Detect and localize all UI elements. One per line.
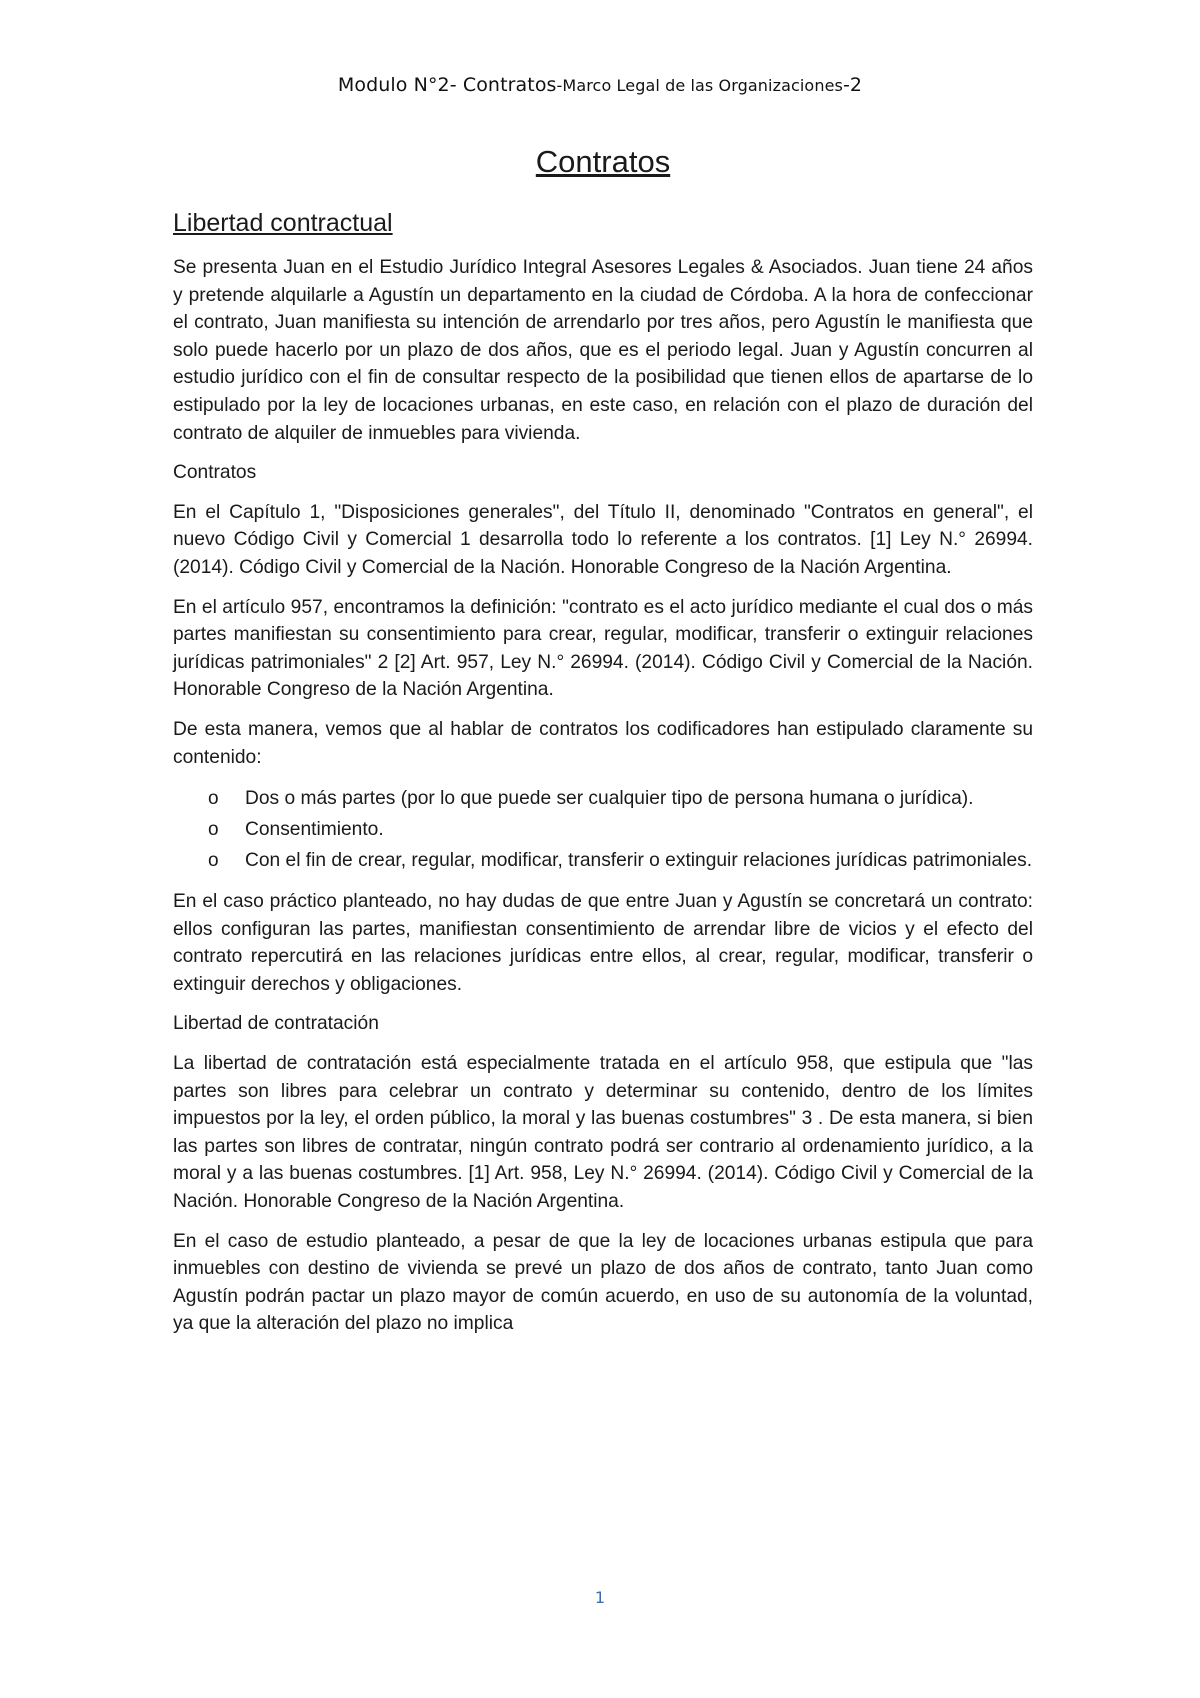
- list-item-text: Con el fin de crear, regular, modificar, transferir o extinguir relaciones jurídicas patrimoniales.: [245, 850, 1033, 872]
- subheading-contratos: Contratos: [173, 462, 257, 484]
- list-item: [208, 814, 1033, 845]
- header-num: -2: [842, 74, 863, 96]
- header-sub: -Marco Legal de las Organizaciones: [556, 76, 843, 95]
- page-number: 1: [594, 1588, 606, 1607]
- bullet-circle-icon: o: [208, 850, 219, 872]
- paragraph-contenido: De esta manera, vemos que al hablar de contratos los codificadores han estipulado claramente su contenido:: [173, 718, 1033, 768]
- section-title: Libertad contractual: [173, 209, 393, 237]
- running-header: [0, 74, 1200, 96]
- list-item: [208, 783, 1033, 814]
- paragraph-articulo-958: La libertad de contratación está especialmente tratada en el artículo 958, que estipula que "las partes son libres para celebrar un contrato y determinar su contenido, dentro de los límites impuestos por la ley, el orden público, la moral y las buenas costumbres" 3 . De esta manera, si bien las partes son libres de contratar, ningún contrato podrá ser contrario al ordenamiento jurídico, a la moral y a las buenas costumbres. [1] Art. 958, Ley N.° 26994. (2014). Código Civil y Comercial de la Nación. Honorable Congreso de la Nación Argentina.: [173, 1053, 1033, 1213]
- header-main: Modulo N°2- Contratos: [337, 74, 557, 96]
- document-body: [173, 140, 1033, 1350]
- paragraph-caso-practico: En el caso práctico planteado, no hay dudas de que entre Juan y Agustín se concretará un contrato: ellos configuran las partes, manifiestan consentimiento de arrendar libre de vicios y el efecto del contrato repercutirá en las relaciones jurídicas entre ellos, al crear, regular, modificar, transferir o extinguir derechos y obligaciones.: [173, 891, 1033, 995]
- list-item: [208, 845, 1033, 876]
- page-title: Contratos: [535, 144, 671, 179]
- paragraph-articulo-957: En el artículo 957, encontramos la definición: "contrato es el acto jurídico mediante el cual dos o más partes manifiestan su consentimiento para crear, regular, modificar, transferir o extinguir relaciones jurídicas patrimoniales" 2 [2] Art. 957, Ley N.° 26994. (2014). Código Civil y Comercial de la Nación. Honorable Congreso de la Nación Argentina.: [173, 596, 1033, 701]
- paragraph-caso-estudio: En el caso de estudio planteado, a pesar de que la ley de locaciones urbanas estipula que para inmuebles con destino de vivienda se prevé un plazo de dos años de contrato, tanto Juan como Agustín podrán pactar un plazo mayor de común acuerdo, en uso de su autonomía de la voluntad, ya que la alteración del plazo no implica: [173, 1230, 1033, 1335]
- list-item-text: Consentimiento.: [245, 819, 384, 841]
- content-bullet-list: [173, 783, 1033, 876]
- bullet-circle-icon: o: [208, 788, 219, 810]
- bullet-circle-icon: o: [208, 819, 219, 841]
- paragraph-case: Se presenta Juan en el Estudio Jurídico Integral Asesores Legales & Asociados. Juan tiene 24 años y pretende alquilarle a Agustín un departamento en la ciudad de Córdoba. A la hora de confeccionar el contrato, Juan manifiesta su intención de arrendarlo por tres años, pero Agustín le manifiesta que solo puede hacerlo por un plazo de dos años, que es el periodo legal. Juan y Agustín concurren al estudio jurídico con el fin de consultar respecto de la posibilidad que tienen ellos de apartarse de lo estipulado por la ley de locaciones urbanas, en este caso, en relación con el plazo de duración del contrato de alquiler de inmuebles para vivienda.: [173, 257, 1033, 444]
- subheading-libertad-contratacion: Libertad de contratación: [173, 1013, 379, 1035]
- list-item-text: Dos o más partes (por lo que puede ser cualquier tipo de persona humana o jurídica).: [245, 788, 974, 810]
- paragraph-capitulo: En el Capítulo 1, "Disposiciones generales", del Título II, denominado "Contratos en general", el nuevo Código Civil y Comercial 1 desarrolla todo lo referente a los contratos. [1] Ley N.° 26994. (2014). Código Civil y Comercial de la Nación. Honorable Congreso de la Nación Argentina.: [173, 501, 1033, 578]
